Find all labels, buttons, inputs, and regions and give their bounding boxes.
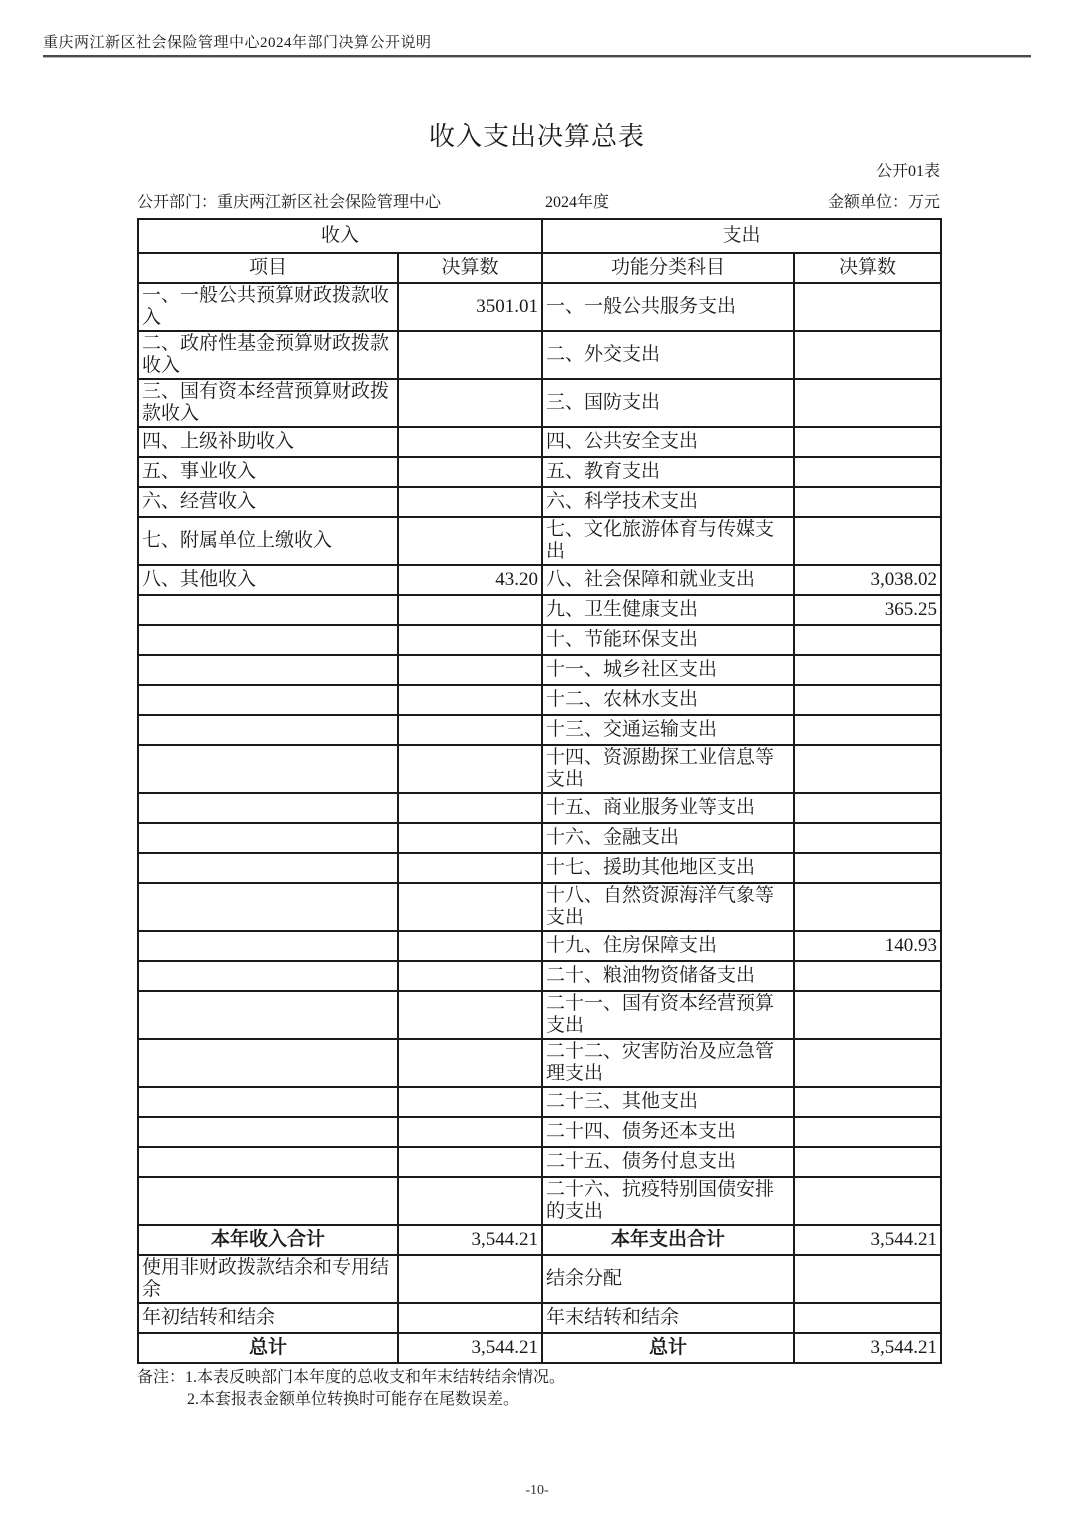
income-item-cell	[138, 1147, 398, 1177]
table-row	[138, 655, 941, 685]
income-value-cell	[398, 853, 542, 883]
col-header-income-item: 项目	[138, 253, 398, 283]
expense-item-cell: 二十、粮油物资储备支出	[542, 961, 794, 991]
expense-item-cell: 二十五、债务付息支出	[542, 1147, 794, 1177]
income-value-cell	[398, 517, 542, 565]
expense-item-cell: 十四、资源勘探工业信息等支出	[542, 745, 794, 793]
table-row	[138, 565, 941, 595]
expense-item-cell: 十三、交通运输支出	[542, 715, 794, 745]
expense-value-cell	[794, 625, 941, 655]
income-value-cell	[398, 931, 542, 961]
table-row	[138, 1303, 941, 1333]
expense-value-cell	[794, 745, 941, 793]
expense-item-cell: 十五、商业服务业等支出	[542, 793, 794, 823]
income-item-cell	[138, 595, 398, 625]
note-line-2: 2.本套报表金额单位转换时可能存在尾数误差。	[187, 1391, 520, 1408]
table-row	[138, 283, 941, 331]
income-item-cell	[138, 991, 398, 1039]
table-row	[138, 1177, 941, 1225]
meta-unit: 金额单位：万元	[827, 194, 940, 211]
expense-item-cell: 八、社会保障和就业支出	[542, 565, 794, 595]
table-row	[138, 1333, 941, 1363]
income-item-cell	[138, 745, 398, 793]
income-item-cell	[138, 685, 398, 715]
expense-item-cell: 六、科学技术支出	[542, 487, 794, 517]
expense-item-cell: 一、一般公共服务支出	[542, 283, 794, 331]
income-item-cell	[138, 1087, 398, 1117]
table-row	[138, 961, 941, 991]
table-row	[138, 991, 941, 1039]
income-item-cell	[138, 1039, 398, 1087]
income-item-cell: 一、一般公共预算财政拨款收入	[138, 283, 398, 331]
table-row	[138, 715, 941, 745]
table-row	[138, 331, 941, 379]
table-row	[138, 517, 941, 565]
income-item-cell: 三、国有资本经营预算财政拨款收入	[138, 379, 398, 427]
table-row	[138, 1147, 941, 1177]
expense-item-cell: 二十四、债务还本支出	[542, 1117, 794, 1147]
income-item-cell: 六、经营收入	[138, 487, 398, 517]
expense-item-cell: 二十一、国有资本经营预算支出	[542, 991, 794, 1039]
income-value-cell: 43.20	[398, 565, 542, 595]
expense-item-cell: 十九、住房保障支出	[542, 931, 794, 961]
header-divider	[43, 55, 1031, 58]
income-item-cell	[138, 823, 398, 853]
income-item-cell: 七、附属单位上缴收入	[138, 517, 398, 565]
expense-value-cell: 3,544.21	[794, 1225, 941, 1255]
expense-value-cell	[794, 991, 941, 1039]
income-group-header: 收入	[138, 219, 542, 253]
col-header-income-value: 决算数	[398, 253, 542, 283]
expense-value-cell	[794, 1147, 941, 1177]
meta-year: 2024年度	[545, 194, 610, 211]
expense-value-cell	[794, 1255, 941, 1303]
income-value-cell	[398, 457, 542, 487]
income-value-cell	[398, 595, 542, 625]
table-area	[137, 218, 940, 1411]
table-row	[138, 379, 941, 427]
group-header-row	[138, 219, 941, 253]
page-number: -10-	[525, 1483, 549, 1498]
income-value-cell	[398, 1303, 542, 1333]
table-row	[138, 793, 941, 823]
expense-group-header: 支出	[542, 219, 941, 253]
expense-item-cell: 十二、农林水支出	[542, 685, 794, 715]
table-row	[138, 457, 941, 487]
income-item-cell	[138, 931, 398, 961]
expense-item-cell: 二十六、抗疫特别国债安排的支出	[542, 1177, 794, 1225]
table-row	[138, 487, 941, 517]
table-row	[138, 745, 941, 793]
expense-value-cell	[794, 853, 941, 883]
expense-item-cell: 七、文化旅游体育与传媒支出	[542, 517, 794, 565]
col-header-expense-item: 功能分类科目	[542, 253, 794, 283]
table-row	[138, 685, 941, 715]
expense-item-cell: 年末结转和结余	[542, 1303, 794, 1333]
income-item-cell: 使用非财政拨款结余和专用结余	[138, 1255, 398, 1303]
income-item-cell: 八、其他收入	[138, 565, 398, 595]
income-item-cell	[138, 1117, 398, 1147]
income-value-cell	[398, 1039, 542, 1087]
income-value-cell	[398, 625, 542, 655]
income-value-cell	[398, 487, 542, 517]
note-line-1	[137, 1367, 940, 1389]
expense-value-cell	[794, 961, 941, 991]
expense-item-cell: 结余分配	[542, 1255, 794, 1303]
income-item-cell	[138, 655, 398, 685]
page-title: 收入支出决算总表	[428, 122, 645, 151]
income-value-cell: 3,544.21	[398, 1225, 542, 1255]
col-header-expense-value: 决算数	[794, 253, 941, 283]
expense-value-cell	[794, 883, 941, 931]
expense-value-cell	[794, 517, 941, 565]
income-value-cell	[398, 745, 542, 793]
income-item-cell	[138, 793, 398, 823]
expense-value-cell: 3,038.02	[794, 565, 941, 595]
income-item-cell: 年初结转和结余	[138, 1303, 398, 1333]
table-row	[138, 1225, 941, 1255]
expense-value-cell	[794, 283, 941, 331]
expense-item-cell: 本年支出合计	[542, 1225, 794, 1255]
budget-summary-table	[137, 218, 942, 1364]
expense-value-cell	[794, 427, 941, 457]
notes-block	[137, 1367, 940, 1411]
income-value-cell: 3501.01	[398, 283, 542, 331]
expense-item-cell: 二十二、灾害防治及应急管理支出	[542, 1039, 794, 1087]
income-value-cell	[398, 1147, 542, 1177]
income-value-cell	[398, 379, 542, 427]
income-value-cell	[398, 655, 542, 685]
meta-department: 公开部门：重庆两江新区社会保险管理中心	[137, 194, 442, 211]
income-value-cell	[398, 1117, 542, 1147]
table-row	[138, 823, 941, 853]
income-item-cell	[138, 961, 398, 991]
expense-item-cell: 二、外交支出	[542, 331, 794, 379]
income-value-cell	[398, 331, 542, 379]
expense-item-cell: 十、节能环保支出	[542, 625, 794, 655]
income-item-cell	[138, 1177, 398, 1225]
expense-value-cell	[794, 1177, 941, 1225]
income-item-cell: 二、政府性基金预算财政拨款收入	[138, 331, 398, 379]
expense-value-cell: 3,544.21	[794, 1333, 941, 1363]
table-row	[138, 1039, 941, 1087]
income-value-cell	[398, 427, 542, 457]
expense-item-cell: 总计	[542, 1333, 794, 1363]
table-row	[138, 595, 941, 625]
income-value-cell	[398, 961, 542, 991]
income-value-cell	[398, 685, 542, 715]
expense-value-cell: 140.93	[794, 931, 941, 961]
expense-value-cell	[794, 1039, 941, 1087]
income-value-cell	[398, 715, 542, 745]
table-row	[138, 1117, 941, 1147]
table-row	[138, 427, 941, 457]
expense-item-cell: 十六、金融支出	[542, 823, 794, 853]
income-value-cell	[398, 823, 542, 853]
expense-value-cell	[794, 793, 941, 823]
expense-item-cell: 十七、援助其他地区支出	[542, 853, 794, 883]
income-item-cell	[138, 883, 398, 931]
income-value-cell	[398, 1177, 542, 1225]
income-value-cell	[398, 1087, 542, 1117]
note-text-1: 1.本表反映部门本年度的总收支和年末结转结余情况。	[185, 1369, 566, 1386]
meta-row	[137, 189, 940, 211]
table-row	[138, 1255, 941, 1303]
expense-value-cell	[794, 715, 941, 745]
income-item-cell: 四、上级补助收入	[138, 427, 398, 457]
notes-label: 备注：	[137, 1369, 186, 1386]
table-row	[138, 625, 941, 655]
expense-value-cell	[794, 457, 941, 487]
table-row	[138, 1087, 941, 1117]
expense-item-cell: 九、卫生健康支出	[542, 595, 794, 625]
income-item-cell: 五、事业收入	[138, 457, 398, 487]
table-row	[138, 883, 941, 931]
income-item-cell	[138, 853, 398, 883]
table-row	[138, 853, 941, 883]
expense-item-cell: 五、教育支出	[542, 457, 794, 487]
page-header-note: 重庆两江新区社会保险管理中心2024年部门决算公开说明	[43, 35, 432, 51]
expense-value-cell	[794, 1303, 941, 1333]
income-value-cell	[398, 883, 542, 931]
income-value-cell: 3,544.21	[398, 1333, 542, 1363]
expense-value-cell	[794, 379, 941, 427]
expense-value-cell	[794, 487, 941, 517]
expense-item-cell: 十八、自然资源海洋气象等支出	[542, 883, 794, 931]
expense-value-cell: 365.25	[794, 595, 941, 625]
income-value-cell	[398, 991, 542, 1039]
income-item-cell: 本年收入合计	[138, 1225, 398, 1255]
expense-item-cell: 十一、城乡社区支出	[542, 655, 794, 685]
table-row	[138, 931, 941, 961]
expense-value-cell	[794, 331, 941, 379]
income-item-cell	[138, 625, 398, 655]
expense-value-cell	[794, 685, 941, 715]
income-item-cell	[138, 715, 398, 745]
expense-value-cell	[794, 1087, 941, 1117]
income-value-cell	[398, 793, 542, 823]
income-value-cell	[398, 1255, 542, 1303]
expense-item-cell: 四、公共安全支出	[542, 427, 794, 457]
expense-value-cell	[794, 655, 941, 685]
expense-value-cell	[794, 823, 941, 853]
column-header-row	[138, 253, 941, 283]
expense-item-cell: 三、国防支出	[542, 379, 794, 427]
expense-item-cell: 二十三、其他支出	[542, 1087, 794, 1117]
expense-value-cell	[794, 1117, 941, 1147]
table-tag: 公开01表	[875, 163, 940, 180]
income-item-cell: 总计	[138, 1333, 398, 1363]
